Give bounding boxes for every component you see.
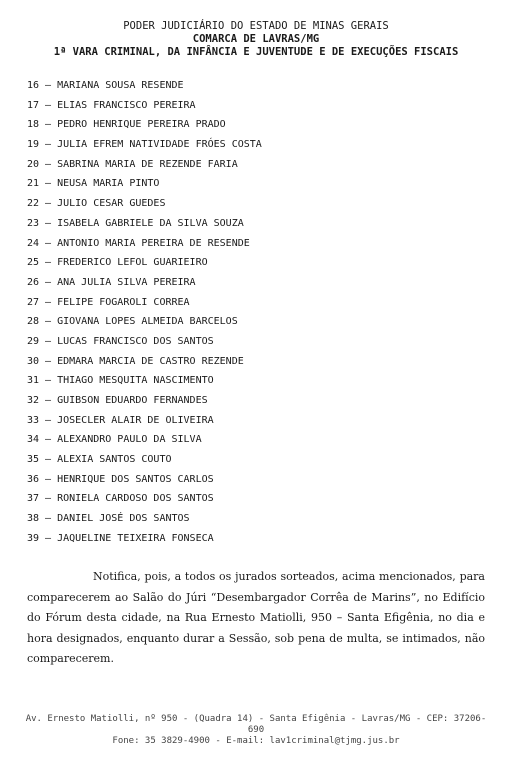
juror-list-item: 21 – NEUSA MARIA PINTO [27,178,160,190]
juror-list-item: 34 – ALEXANDRO PAULO DA SILVA [27,434,202,446]
juror-list-item: 31 – THIAGO MESQUITA NASCIMENTO [27,375,214,387]
footer-address: Av. Ernesto Matiolli, nº 950 - (Quadra 14) - Santa Efigênia - Lavras/MG - CEP: 37206-690 [25,714,487,735]
juror-list-item: 17 – ELIAS FRANCISCO PEREIRA [27,99,196,111]
juror-list-item: 16 – MARIANA SOUSA RESENDE [27,80,184,91]
juror-list-item: 19 – JULIA EFREM NATIVIDADE FRÓES COSTA [27,139,262,151]
juror-list-item: 36 – HENRIQUE DOS SANTOS CARLOS [27,473,214,485]
juror-list-item: 23 – ISABELA GABRIELE DA SILVA SOUZA [27,217,244,229]
juror-list-item: 32 – GUIBSON EDUARDO FERNANDES [27,395,208,406]
footer-contact: Fone: 35 3829-4900 - E-mail: lav1criminal@tjmg.jus.br [112,736,400,746]
notice-paragraph: Notifica, pois, a todos os jurados sorteados, acima mencionados, para comparecerem ao Salão do Júri “Desembargador Corrêa de Marins”, no Edifício do Fórum desta cidade, na Rua Ernesto Matiolli, 950 – Santa Efigênia, no dia e hora designados, enquanto durar a Sessão, sob pena de multa, se intimados, não comparecerem. [27,570,485,665]
juror-list-item: 26 – ANA JULIA SILVA PEREIRA [27,276,196,288]
juror-list-item: 38 – DANIEL JOSÉ DOS SANTOS [27,513,190,525]
juror-list [27,76,487,549]
juror-list-item: 24 – ANTONIO MARIA PEREIRA DE RESENDE [27,237,250,249]
juror-list-item: 37 – RONIELA CARDOSO DOS SANTOS [27,493,214,505]
document-footer [20,714,492,747]
juror-list-item: 20 – SABRINA MARIA DE REZENDE FARIA [27,158,238,170]
juror-list-item: 25 – FREDERICO LEFOL GUARIEIRO [27,257,208,269]
court-division: 1ª VARA CRIMINAL, DA INFÂNCIA E JUVENTUDE E DE EXECUÇÕES FISCAIS [53,46,459,58]
juror-list-item: 18 – PEDRO HENRIQUE PEREIRA PRADO [27,119,226,131]
juror-list-item: 22 – JULIO CESAR GUEDES [27,198,166,210]
juror-list-item: 29 – LUCAS FRANCISCO DOS SANTOS [27,335,214,347]
juror-list-item: 35 – ALEXIA SANTOS COUTO [27,454,172,466]
juror-list-item: 39 – JAQUELINE TEIXEIRA FONSECA [27,532,214,544]
juror-list-item: 33 – JOSECLER ALAIR DE OLIVEIRA [27,414,214,426]
juror-list-item: 27 – FELIPE FOGAROLI CORREA [27,296,190,308]
juror-list-item: 28 – GIOVANA LOPES ALMEIDA BARCELOS [27,316,238,328]
district-name: COMARCA DE LAVRAS/MG [192,33,320,45]
court-name: PODER JUDICIÁRIO DO ESTADO DE MINAS GERAIS [123,20,389,32]
juror-list-item: 30 – EDMARA MARCIA DE CASTRO REZENDE [27,355,244,367]
document-header [0,20,512,59]
